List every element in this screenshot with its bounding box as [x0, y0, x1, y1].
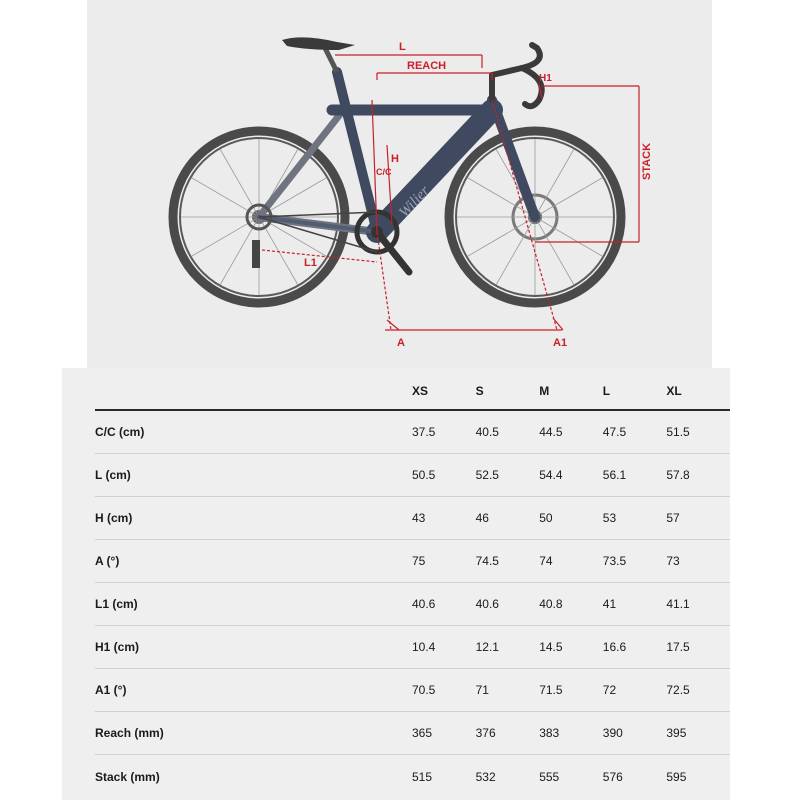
- row-label: H1 (cm): [95, 625, 412, 668]
- label-a1: A1: [553, 337, 568, 349]
- table-row: [95, 410, 730, 453]
- header-size-s: S: [476, 368, 540, 410]
- table-row: [95, 453, 730, 496]
- cell-value: 41: [603, 582, 667, 625]
- cell-value: 383: [539, 712, 603, 755]
- cell-value: 73.5: [603, 539, 667, 582]
- cell-value: 73: [666, 539, 730, 582]
- table-row: [95, 582, 730, 625]
- cell-value: 40.5: [476, 410, 540, 453]
- cell-value: 70.5: [412, 669, 476, 712]
- table-row: [95, 712, 730, 755]
- geometry-table: [95, 368, 730, 798]
- cell-value: 72: [603, 669, 667, 712]
- cell-value: 10.4: [412, 625, 476, 668]
- cell-value: 40.6: [476, 582, 540, 625]
- row-label: A1 (°): [95, 669, 412, 712]
- cell-value: 71: [476, 669, 540, 712]
- brand-logo: Wilier: [396, 182, 433, 221]
- label-l: L: [399, 41, 406, 53]
- table-header-row: [95, 368, 730, 410]
- cell-value: 51.5: [666, 410, 730, 453]
- cell-value: 41.1: [666, 582, 730, 625]
- cell-value: 595: [666, 769, 687, 784]
- cell-value: 40.6: [412, 582, 476, 625]
- cell-value: 57.8: [666, 453, 730, 496]
- cell-value: 50: [539, 496, 603, 539]
- table-row: [95, 669, 730, 712]
- row-label: A (°): [95, 539, 412, 582]
- cell-value: 53: [603, 496, 667, 539]
- cell-value: 16.6: [603, 625, 667, 668]
- cell-value: 12.1: [476, 625, 540, 668]
- cell-value: 44.5: [539, 410, 603, 453]
- cell-value: 555: [539, 769, 560, 784]
- cell-value: 17.5: [666, 625, 730, 668]
- cell-value: 515: [412, 769, 433, 784]
- header-blank: [95, 368, 412, 410]
- cell-value: 40.8: [539, 582, 603, 625]
- cell-value: 54.4: [539, 453, 603, 496]
- cell-value: 532: [475, 769, 496, 784]
- row-label: L1 (cm): [95, 582, 412, 625]
- cell-value: 46: [476, 496, 540, 539]
- label-cc: C/C: [376, 167, 392, 177]
- header-size-xs: XS: [412, 368, 476, 410]
- table-row: [95, 755, 730, 798]
- label-a: A: [397, 337, 405, 349]
- cell-value: 75: [412, 539, 476, 582]
- cell-value: 50.5: [412, 453, 476, 496]
- row-label: Stack (mm): [95, 769, 160, 784]
- header-size-m: M: [539, 368, 603, 410]
- row-label: H (cm): [95, 496, 412, 539]
- cell-value: 71.5: [539, 669, 603, 712]
- cell-value: 74.5: [476, 539, 540, 582]
- table-row: [95, 496, 730, 539]
- geometry-diagram: [87, 0, 712, 368]
- cell-value: 14.5: [539, 625, 603, 668]
- cell-value: 37.5: [412, 410, 476, 453]
- cell-value: 72.5: [666, 669, 730, 712]
- cell-value: 57: [666, 496, 730, 539]
- label-h: H: [391, 153, 399, 165]
- cell-value: 395: [666, 712, 730, 755]
- label-l1: L1: [304, 257, 317, 269]
- bike-geometry-illustration: [87, 0, 712, 368]
- row-label: L (cm): [95, 453, 412, 496]
- cell-value: 47.5: [603, 410, 667, 453]
- header-size-l: L: [603, 368, 667, 410]
- table-row: [95, 539, 730, 582]
- cell-value: 74: [539, 539, 603, 582]
- cell-value: 52.5: [476, 453, 540, 496]
- geometry-table-panel: [62, 368, 730, 800]
- handlebar: [492, 45, 542, 106]
- label-reach: REACH: [407, 60, 447, 72]
- cell-value: 43: [412, 496, 476, 539]
- row-label: Reach (mm): [95, 712, 412, 755]
- cell-value: 390: [603, 712, 667, 755]
- cell-value: 576: [602, 769, 623, 784]
- cell-value: 376: [476, 712, 540, 755]
- row-label: C/C (cm): [95, 410, 412, 453]
- table-row: [95, 625, 730, 668]
- header-size-xl: XL: [666, 368, 730, 410]
- label-h1: H1: [539, 73, 552, 84]
- label-stack: STACK: [641, 142, 653, 180]
- cell-value: 56.1: [603, 453, 667, 496]
- cell-value: 365: [412, 712, 476, 755]
